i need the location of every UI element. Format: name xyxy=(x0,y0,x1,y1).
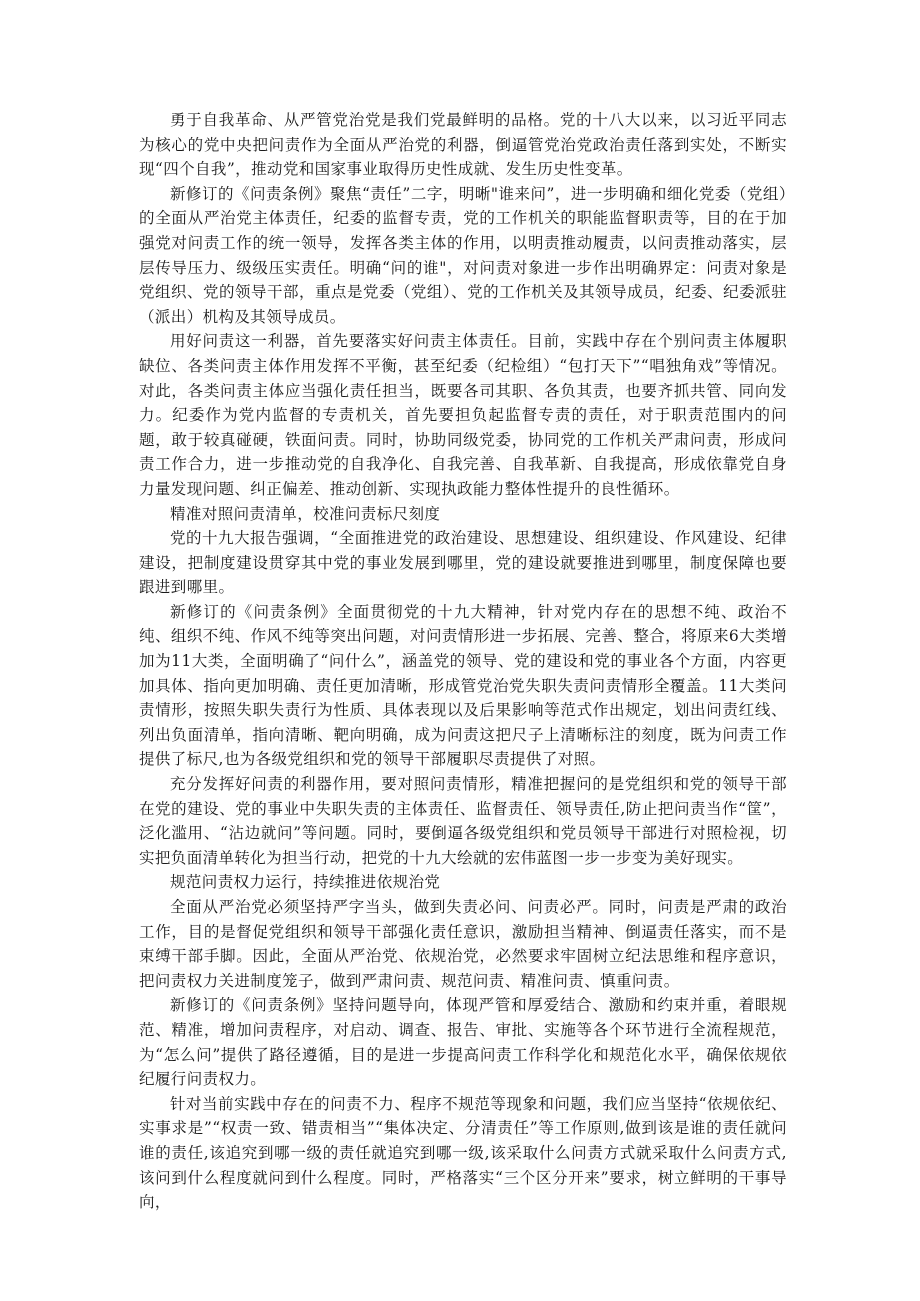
paragraph-full-use: 充分发挥好问责的利器作用，要对照问责情形，精准把握问的是党组织和党的领导干部在党的建设、党的事业中失职失责的主体责任、监督责任、领导责任,防止把问责当作“筐”，泛化滥用、“沾边就问”等问题。同时，要倒逼各级党组织和党员领导干部进行对照检视，切实把负面清单转化为担当行动，把党的十九大绘就的宏伟蓝图一步一步变为美好现实。 xyxy=(139,775,787,867)
section-heading-accountability-list: 精准对照问责清单，校准问责标尺刻度 xyxy=(170,504,441,523)
paragraph-main-responsibility: 用好问责这一利器，首先要落实好问责主体责任。目前，实践中存在个别问责主体履职缺位、各类问责主体作用发挥不平衡，甚至纪委（纪检组）“包打天下”“唱独角戏”等情况。对此，各类问责主体应当强化责任担当，既要各司其职、各负其责，也要齐抓共管、同向发力。纪委作为党内监督的专责机关，首先要担负起监督专责的责任，对于职责范围内的问题，敢于较真碰硬，铁面问责。同时，协助同级党委，协同党的工作机关严肃问责，形成问责工作合力，进一步推动党的自我净化、自我完善、自我革新、自我提高，形成依靠党自身力量发现问题、纠正偏差、推动创新、实现执政能力整体性提升的良性循环。 xyxy=(139,332,787,498)
section-heading-regulate-power: 规范问责权力运行，持续推进依规治党 xyxy=(170,873,441,892)
paragraph-intro: 勇于自我革命、从严管党治党是我们党最鲜明的品格。党的十八大以来，以习近平同志为核心的党中央把问责作为全面从严治党的利器，倒逼管党治党政治责任落到实处，不断实现“四个自我”，推动党和国家事业取得历史性成就、发生历史性变革。 xyxy=(139,111,787,179)
paragraph-eleven-categories: 新修订的《问责条例》全面贯彻党的十九大精神，针对党内存在的思想不纯、政治不纯、组织不纯、作风不纯等突出问题，对问责情形进一步拓展、完善、整合，将原来6大类增加为11大类，全面明确了“问什么”，涵盖党的领导、党的建设和党的事业各个方面，内容更加具体、指向更加明确、责任更加清晰，形成管党治党失职失责问责情形全覆盖。11大类问责情形，按照失职失责行为性质、具体表现以及后果影响等范式作出规定，划出问责红线、列出负面清单，指向清晰、靶向明确，成为问责这把尺子上清晰标注的刻度，既为问责工作提供了标尺,也为各级党组织和党的领导干部履职尽责提供了对照。 xyxy=(139,602,787,769)
document-body xyxy=(139,108,787,1215)
paragraph-responsibility: 新修订的《问责条例》聚焦“责任”二字，明晰"谁来问”，进一步明确和细化党委（党组）的全面从严治党主体责任，纪委的监督专责，党的工作机关的职能监督职责等，目的在于加强党对问责工作的统一领导，发挥各类主体的作用，以明责推动履责，以问责推动落实，层层传导压力、级级压实责任。明确“问的谁"，对问责对象进一步作出明确界定：问责对象是党组织、党的领导干部，重点是党委（党组）、党的工作机关及其领导成员，纪委、纪委派驻（派出）机构及其领导成员。 xyxy=(139,184,787,326)
paragraph-report: 党的十九大报告强调，“全面推进党的政治建设、思想建设、组织建设、作风建设、纪律建设，把制度建设贯穿其中党的事业发展到哪里，党的建设就要推进到哪里，制度保障也要跟进到哪里。 xyxy=(139,529,787,597)
paragraph-strict-governance: 全面从严治党必须坚持严字当头，做到失责必问、问责必严。同时，问责是严肃的政治工作，目的是督促党组织和领导干部强化责任意识，激励担当精神、倒逼责任落实，而不是束缚干部手脚。因此，全面从严治党、依规治党，必然要求牢固树立纪法思维和程序意识，把问责权力关进制度笼子，做到严肃问责、规范问责、精准问责、慎重问责。 xyxy=(139,898,787,990)
paragraph-current-practice: 针对当前实践中存在的问责不力、程序不规范等现象和问题，我们应当坚持“依规依纪、实事求是”“权责一致、错责相当”“集体决定、分清责任”等工作原则,做到该是谁的责任就问谁的责任,该追究到哪一级的责任就追究到哪一级,该采取什么问责方式就采取什么问责方式,该问到什么程度就问到什么程度。同时，严格落实“三个区分开来”要求，树立鲜明的干事导向， xyxy=(139,1094,787,1212)
paragraph-problem-oriented: 新修订的《问责条例》坚持问题导向，体现严管和厚爱结合、激励和约束并重，着眼规范、精准，增加问责程序，对启动、调查、报告、审批、实施等各个环节进行全流程规范，为“怎么问”提供了路径遵循，目的是进一步提高问责工作科学化和规范化水平，确保依规依纪履行问责权力。 xyxy=(139,996,787,1089)
